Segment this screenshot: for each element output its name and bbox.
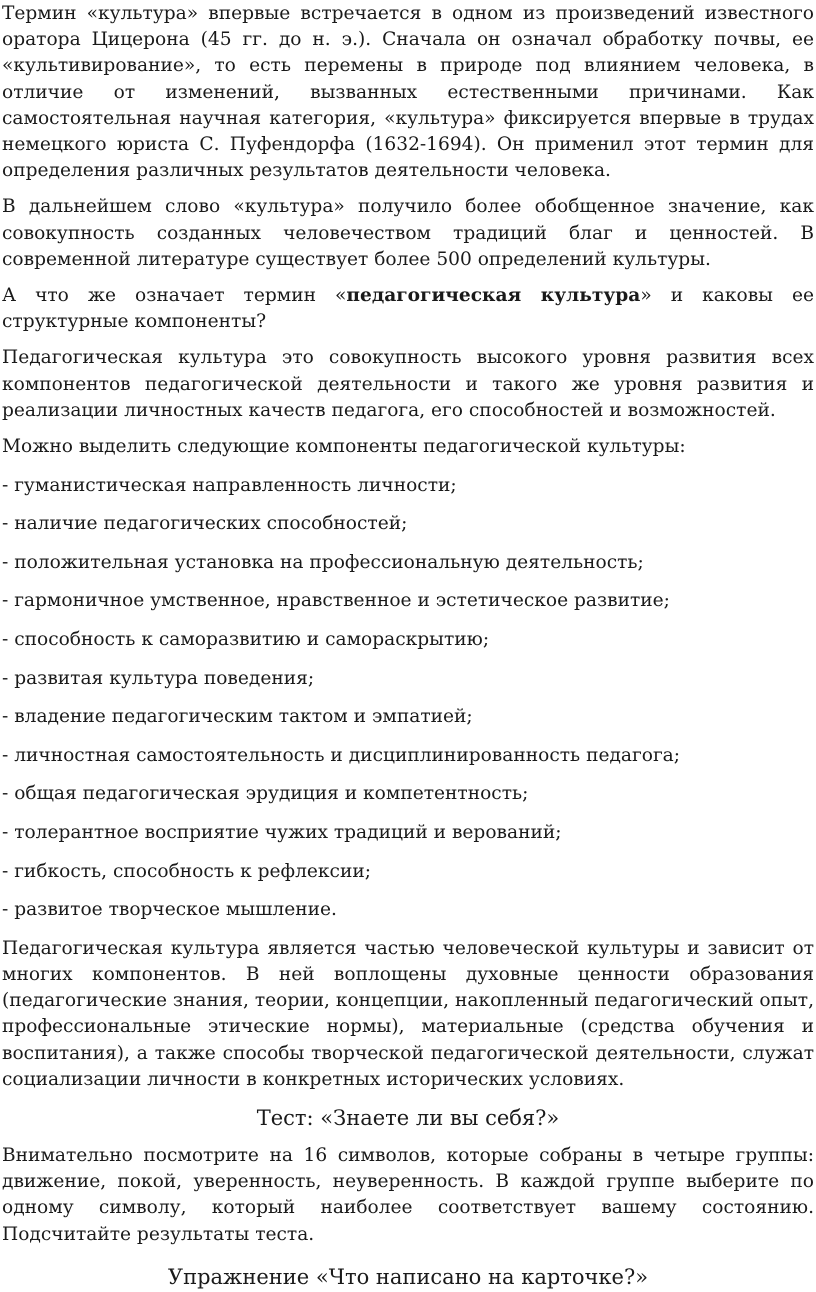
question-text-start: А что же означает термин « bbox=[2, 285, 347, 307]
exercise-heading: Упражнение «Что написано на карточке?» bbox=[167, 1264, 649, 1289]
list-item: - способность к саморазвитию и самораскрытию; bbox=[2, 629, 490, 651]
test-heading: Тест: «Знаете ли вы себя?» bbox=[256, 1105, 560, 1130]
list-item: - развитое творческое мышление. bbox=[2, 899, 337, 921]
list-item: - владение педагогическим тактом и эмпатией; bbox=[2, 706, 473, 728]
list-item: - личностная самостоятельность и дисциплинированность педагога; bbox=[2, 744, 681, 766]
list-item: - развитая культура поведения; bbox=[2, 667, 315, 689]
list-item: - гармоничное умственное, нравственное и эстетическое развитие; bbox=[2, 590, 670, 612]
list-item: - общая педагогическая эрудиция и компетентность; bbox=[2, 783, 529, 805]
list-item: - гуманистическая направленность личности; bbox=[2, 474, 457, 496]
question-paragraph bbox=[2, 283, 814, 335]
test-instructions: Внимательно посмотрите на 16 символов, которые собраны в четыре группы: движение, покой, уверенность, неуверенность. В каждой группе выберите по одному символу, который наиболее соответствует вашему состоянию. Подсчитайте результаты теста. bbox=[2, 1144, 814, 1245]
list-item: - наличие педагогических способностей; bbox=[2, 513, 408, 535]
conclusion-paragraph: Педагогическая культура является частью человеческой культуры и зависит от многих компонентов. В ней воплощены духовные ценности образования (педагогические знания, теории, концепции, накопленный педагогический опыт, профессиональные этические нормы), материальные (средства обучения и воспитания), а также способы творческой педагогической деятельности, служат социализации личности в конкретных исторических условиях. bbox=[2, 937, 814, 1090]
list-item: - гибкость, способность к рефлексии; bbox=[2, 860, 371, 882]
definition-paragraph: Педагогическая культура это совокупность высокого уровня развития всех компонентов педагогической деятельности и такого же уровня развития и реализации личностных качеств педагога, его способностей и возможностей. bbox=[2, 347, 814, 421]
components-intro: Можно выделить следующие компоненты педагогической культуры: bbox=[2, 436, 686, 458]
list-item: - толерантное восприятие чужих традиций и верований; bbox=[2, 821, 562, 843]
question-text-end: » и каковы ее структурные компоненты? bbox=[2, 285, 814, 333]
list-item: - положительная установка на профессиональную деятельность; bbox=[2, 551, 644, 573]
components-list bbox=[2, 473, 814, 924]
term-highlight: педагогическая культура bbox=[346, 285, 641, 307]
intro-paragraph: Термин «культура» впервые встречается в одном из произведений известного оратора Цицерона (45 гг. до н. э.). Сначала он означал обработку почвы, ее «культивирование», то есть перемены в природе под влиянием человека, в отличие от изменений, вызванных естественными причинами. Как самостоятельная научная категория, «культура» фиксируется впервые в трудах немецкого юриста С. Пуфендорфа (1632-1694). Он применил этот термин для определения различных результатов деятельности человека. bbox=[2, 3, 814, 182]
culture-meaning-paragraph: В дальнейшем слово «культура» получило более обобщенное значение, как совокупность созданных человечеством традиций благ и ценностей. В современной литературе существует более 500 определений культуры. bbox=[2, 196, 814, 270]
